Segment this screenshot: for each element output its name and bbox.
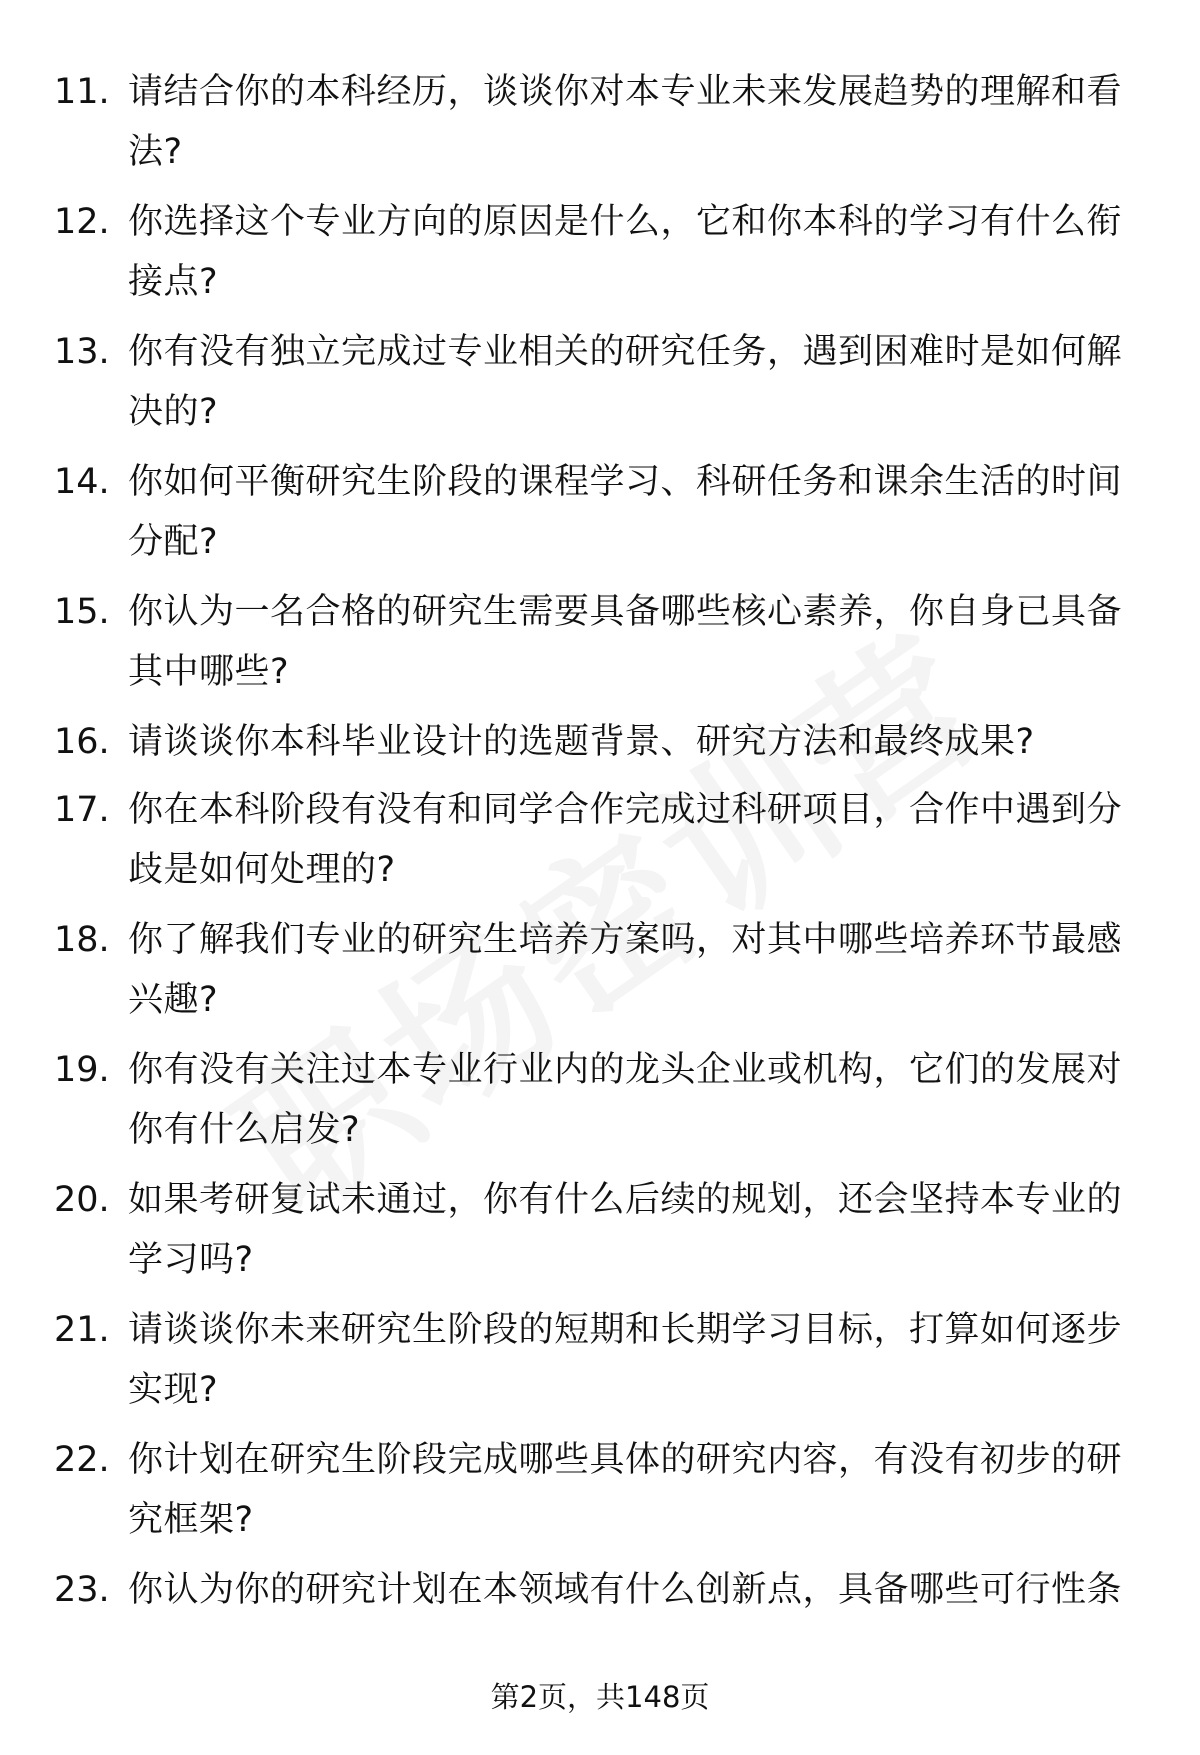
question-number: 17. — [54, 790, 110, 830]
question-number: 23. — [54, 1570, 110, 1610]
question-text: 你选择这个专业方向的原因是什么，它和你本科的学习有什么衔接点? — [128, 202, 1123, 302]
question-number: 19. — [54, 1050, 110, 1090]
question-text: 请谈谈你本科毕业设计的选题背景、研究方法和最终成果? — [128, 722, 1035, 762]
question-text: 你了解我们专业的研究生培养方案吗，对其中哪些培养环节最感兴趣? — [128, 920, 1123, 1020]
question-item — [0, 1430, 1200, 1548]
question-item — [0, 1040, 1200, 1158]
question-text: 请结合你的本科经历，谈谈你对本专业未来发展趋势的理解和看法? — [128, 72, 1123, 172]
question-item — [0, 1170, 1200, 1288]
page-footer: 第2页，共148页 — [490, 1680, 710, 1714]
question-item — [0, 910, 1200, 1028]
question-number: 15. — [54, 592, 110, 632]
question-number: 18. — [54, 920, 110, 960]
question-item — [0, 712, 1200, 768]
question-number: 14. — [54, 462, 110, 502]
question-number: 22. — [54, 1440, 110, 1480]
question-item — [0, 780, 1200, 898]
question-list — [0, 62, 1200, 1620]
question-text: 如果考研复试未通过，你有什么后续的规划，还会坚持本专业的学习吗? — [128, 1180, 1123, 1280]
question-item — [0, 1560, 1200, 1620]
question-item — [0, 322, 1200, 440]
question-text: 你认为一名合格的研究生需要具备哪些核心素养，你自身已具备其中哪些? — [128, 592, 1123, 692]
question-number: 21. — [54, 1310, 110, 1350]
question-number: 20. — [54, 1180, 110, 1220]
question-item — [0, 582, 1200, 700]
question-text: 你有没有关注过本专业行业内的龙头企业或机构，它们的发展对你有什么启发? — [128, 1050, 1123, 1150]
question-text: 你有没有独立完成过专业相关的研究任务，遇到困难时是如何解决的? — [128, 332, 1123, 432]
question-item — [0, 192, 1200, 310]
question-text: 你认为你的研究计划在本领域有什么创新点，具备哪些可行性条 — [128, 1570, 1123, 1610]
question-text: 你如何平衡研究生阶段的课程学习、科研任务和课余生活的时间分配? — [128, 462, 1123, 562]
question-number: 11. — [54, 72, 110, 112]
question-number: 16. — [54, 722, 110, 762]
question-number: 13. — [54, 332, 110, 372]
question-item — [0, 62, 1200, 180]
question-text: 你在本科阶段有没有和同学合作完成过科研项目，合作中遇到分歧是如何处理的? — [128, 790, 1123, 890]
question-text: 你计划在研究生阶段完成哪些具体的研究内容，有没有初步的研究框架? — [128, 1440, 1123, 1540]
question-item — [0, 1300, 1200, 1418]
question-text: 请谈谈你未来研究生阶段的短期和长期学习目标，打算如何逐步实现? — [128, 1310, 1123, 1410]
question-number: 12. — [54, 202, 110, 242]
question-item — [0, 452, 1200, 570]
